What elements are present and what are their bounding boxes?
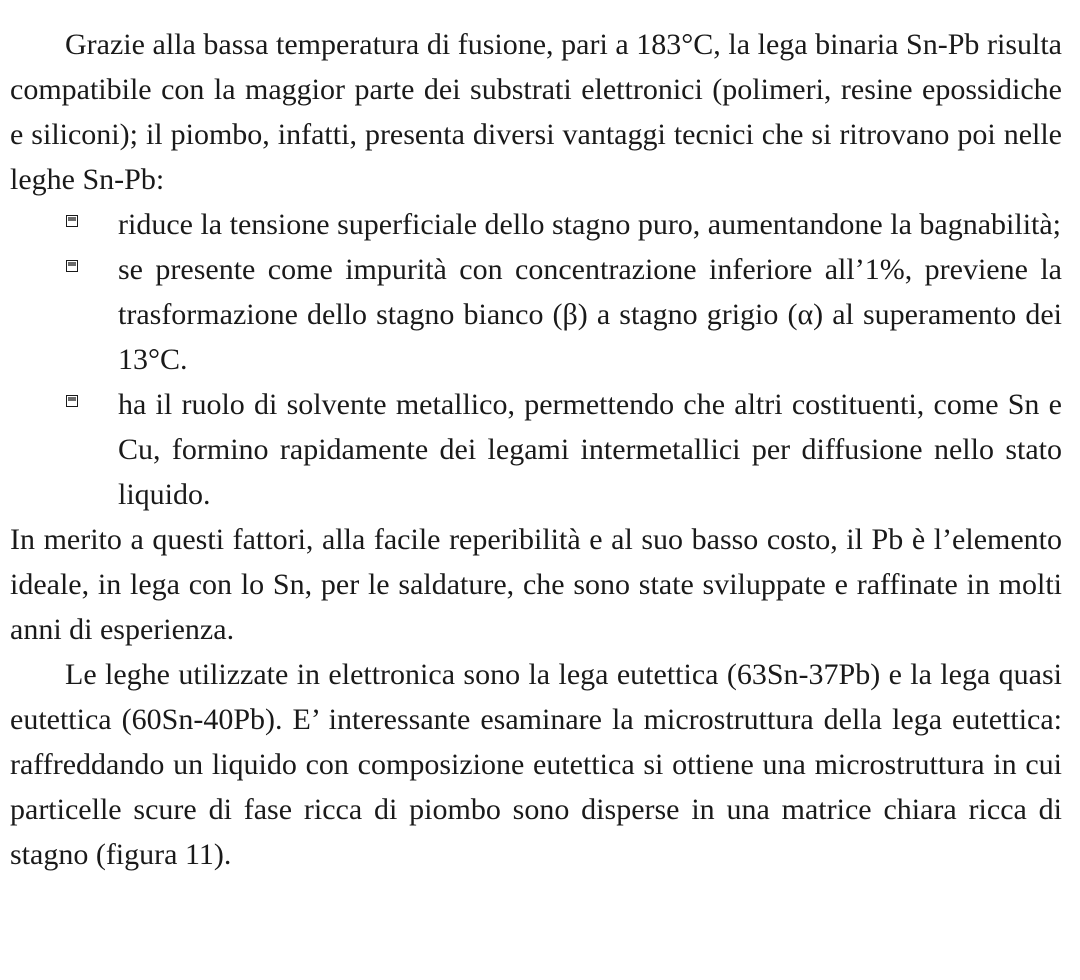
square-bullet-icon	[66, 260, 78, 272]
document-page	[10, 22, 1062, 877]
paragraph-conclusion: In merito a questi fattori, alla facile reperibilità e al suo basso costo, il Pb è l’elemento ideale, in lega con lo Sn, per le saldature, che sono state sviluppate e raffinate in molti anni di esperienza.	[10, 523, 1062, 646]
list-item	[10, 382, 1062, 517]
advantages-list	[10, 202, 1062, 517]
list-item-text: riduce la tensione superficiale dello stagno puro, aumentandone la bagnabilità;	[118, 208, 1062, 241]
square-bullet-icon	[66, 395, 78, 407]
paragraph-alloys: Le leghe utilizzate in elettronica sono la lega eutettica (63Sn-37Pb) e la lega quasi eutettica (60Sn-40Pb). E’ interessante esaminare la microstruttura della lega eutettica: raffreddando un liquido con composizione eutettica si ottiene una microstruttura in cui particelle scure di fase ricca di piombo sono disperse in una matrice chiara ricca di stagno (figura 11).	[10, 658, 1062, 871]
list-item-text: ha il ruolo di solvente metallico, permettendo che altri costituenti, come Sn e Cu, formino rapidamente dei legami intermetallici per diffusione nello stato liquido.	[118, 388, 1062, 511]
list-item	[10, 202, 1062, 247]
square-bullet-icon	[66, 215, 78, 227]
paragraph-intro: Grazie alla bassa temperatura di fusione, pari a 183°C, la lega binaria Sn-Pb risulta compatibile con la maggior parte dei substrati elettronici (polimeri, resine epossidiche e siliconi); il piombo, infatti, presenta diversi vantaggi tecnici che si ritrovano poi nelle leghe Sn-Pb:	[10, 28, 1062, 196]
list-item	[10, 247, 1062, 382]
list-item-text: se presente come impurità con concentrazione inferiore all’1%, previene la trasformazione dello stagno bianco (β) a stagno grigio (α) al superamento dei 13°C.	[118, 253, 1062, 376]
